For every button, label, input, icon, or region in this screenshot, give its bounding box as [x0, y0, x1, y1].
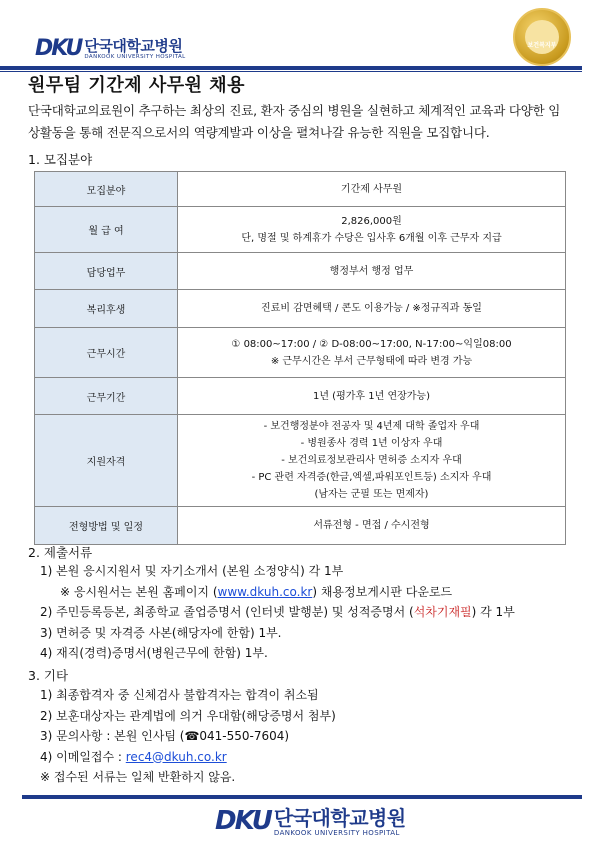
logo-text [84, 38, 185, 61]
row-label: 월 급 여 [35, 207, 178, 253]
list-item: 3) 문의사항 : 본원 인사팀 (☎041-550-7604) [40, 729, 290, 743]
table-row [35, 207, 566, 253]
row-value: 1년 (평가후 1년 연장가능) [178, 378, 566, 415]
list-item: 1) 최종합격자 중 신체검사 불합격자는 합격이 취소됨 [40, 688, 319, 702]
footer-divider [22, 795, 582, 799]
section-heading-other: 3. 기타 [28, 668, 69, 683]
page-title: 원무팀 기간제 사무원 채용 [28, 75, 246, 96]
section-heading-recruitment: 1. 모집분야 [28, 152, 93, 167]
table-row [35, 253, 566, 290]
row-label: 근무기간 [35, 378, 178, 415]
badge-text: 보건복지부 [527, 42, 557, 49]
row-value: 서류전형 - 면접 / 수시전형 [178, 507, 566, 545]
section-heading-documents: 2. 제출서류 [28, 545, 93, 560]
table-row [35, 328, 566, 378]
row-label: 근무시간 [35, 328, 178, 378]
logo-english-name: DANKOOK UNIVERSITY HOSPITAL [84, 54, 186, 60]
list-item: 2) 보훈대상자는 관계법에 의거 우대함(해당증명서 첨부) [40, 708, 336, 723]
row-value: 진료비 감면혜택 / 콘도 이용가능 / ※정규직과 동일 [178, 290, 566, 328]
hospital-logo[interactable] [35, 38, 186, 61]
logo-mark: DKU [215, 806, 271, 836]
list-item-note: ※ 응시원서는 본원 홈페이지 (www.dkuh.co.kr) 채용정보게시판 다운로드 [60, 584, 453, 599]
header-divider [0, 66, 582, 70]
emphasis-text: 석차기재필 [413, 605, 472, 619]
table-row [35, 415, 566, 507]
table-row [35, 172, 566, 207]
row-value: 2,826,000원 단, 명절 및 하계휴가 수당은 입사후 6개월 이후 근무자 지급 [178, 207, 566, 253]
row-value: 기간제 사무원 [178, 172, 566, 207]
footer-logo[interactable] [215, 808, 406, 838]
list-item: 4) 재직(경력)증명서(병원근무에 한함) 1부. [40, 646, 268, 660]
homepage-link[interactable]: www.dkuh.co.kr [217, 584, 313, 599]
list-item: 4) 이메일접수 : rec4@dkuh.co.kr [40, 749, 227, 764]
certification-badge-icon [513, 8, 571, 66]
row-label: 전형방법 및 일정 [35, 507, 178, 545]
row-label: 복리후생 [35, 290, 178, 328]
logo-text [274, 808, 406, 838]
page-header [0, 0, 600, 70]
table-row [35, 378, 566, 415]
list-note: ※ 접수된 서류는 일체 반환하지 않음. [40, 770, 236, 784]
list-item: 2) 주민등록등본, 최종학교 졸업증명서 (인터넷 발행분) 및 성적증명서 (석차기재필) 각 1부 [40, 605, 515, 619]
other-list [40, 685, 336, 788]
logo-english-name: DANKOOK UNIVERSITY HOSPITAL [273, 829, 400, 837]
logo-mark: DKU [35, 36, 82, 61]
table-row [35, 290, 566, 328]
row-value: 행정부서 행정 업무 [178, 253, 566, 290]
logo-korean-name: 단국대학교병원 [84, 37, 183, 55]
list-item: 3) 면허증 및 자격증 사본(해당자에 한함) 1부. [40, 625, 282, 640]
row-label: 담당업무 [35, 253, 178, 290]
recruitment-table [34, 171, 566, 545]
row-value: ① 08:00~17:00 / ② D-08:00~17:00, N-17:00~익일08:00 ※ 근무시간은 부서 근무형태에 따라 변경 가능 [178, 328, 566, 378]
row-label: 지원자격 [35, 415, 178, 507]
logo-korean-name: 단국대학교병원 [273, 806, 406, 830]
table-row [35, 507, 566, 545]
row-value: - 보건행정분야 전공자 및 4년제 대학 졸업자 우대 - 병원종사 경력 1년 이상자 우대 - 보건의료정보관리사 면허증 소지자 우대 - PC 관련 자격증(한글,엑셀,파워포인트등) 소지자 우대 (남자는 군필 또는 면제자) [178, 415, 566, 507]
documents-list [40, 561, 515, 664]
email-link[interactable]: rec4@dkuh.co.kr [125, 749, 227, 764]
intro-paragraph: 단국대학교의료원이 추구하는 최상의 진료, 환자 중심의 병원을 실현하고 체계적인 교육과 다양한 임상활동을 통해 전문직으로서의 역량계발과 이상을 펼쳐나갈 유능한 직원을 모집합니다. [28, 103, 561, 140]
list-item: 1) 본원 응시지원서 및 자기소개서 (본원 소정양식) 각 1부 [40, 564, 344, 578]
row-label: 모집분야 [35, 172, 178, 207]
